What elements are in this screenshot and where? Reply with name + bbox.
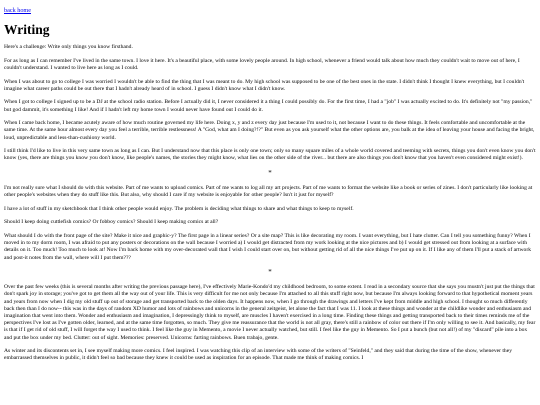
- paragraph: Should I keep doing cuttlefish comics? Or fobboy comics? Should I keep making comics at all?: [4, 219, 219, 226]
- back-home-link[interactable]: back home: [4, 7, 31, 14]
- paragraph: Here's a challenge: Write only things you know firsthand.: [4, 44, 133, 51]
- paragraph: I have a lot of stuff in my sketchbook that I think other people would enjoy. The problem is deciding what things to share and what things to keep to myself.: [4, 205, 354, 212]
- paragraph: What should I do with the front page of the site? Make it nice and graphic-y? The first page in a linear series? Or a site map? This is like decorating my room. I want everything, but I hate clutter. Can I tell you something funny? When I moved in to my dorm room, I was afraid to put any posters or decorations on the wall because I worried a) I would get distracted from my work looking at the nice pictures and b) I would get stressed out from looking at a surface with details on it. Too much! Too much to look at! Now I'm back home with my over-decorated wall that I wish I could start over on, but without getting rid of all the nice things I've put up on it. If I like any of them I'll put a stack of artwork and post-it notes from the wall, where will I put them???: [4, 232, 531, 261]
- paragraph: When I got to college I signed up to be a DJ at the school radio station. Before I actually did it, I never considered it a thing I could possibly do. For the first time, I had a "job" I was actually excited to do. It's definitely not "my passion," but god dammit, it's something I like! And if I hadn't left my home town I would never have found out I could do it.: [4, 99, 533, 113]
- paragraph: For as long as I can remember I've lived in the same town. I love it here. It's a beautiful place, with some lovely people around. In high school, whenever a friend would talk about how much they couldn't wait to move out of here, I couldn't understand. I wanted to live here as long as I could.: [4, 57, 520, 71]
- section-separator: *: [268, 268, 272, 277]
- paragraph: I'm not really sure what I should do with this website. Part of me wants to upload comics. Part of me wants to log all my art projects. Part of me wants to format the website like a book or series of zines. I don't particularly like looking at other people's websites when they do stuff like this. But also, why should I care if my website is enjoyable for other people? Isn't it just for myself?: [4, 184, 533, 199]
- paragraph: I still think I'd like to live in this very same town as long as I can. But I understand now that this place is only one town; only so many square miles of a whole world covered and teeming with secrets, things you don't even know you don't know (yes, there are things you know you don't know, like people's names, the stories they might know, what lies on the other side of the river... but there are also things you don't know that you haven't even considered might exist!).: [4, 148, 536, 162]
- section-separator: *: [268, 168, 272, 177]
- paragraph: When I was about to go to college I was worried I wouldn't be able to find the thing that I was meant to do. My high school was supposed to be one of the best ones in the state. I didn't think I thought I knew everything, but I couldn't imagine what career paths could be out there that I hadn't already heard of in school. I guess I didn't know what I didn't know.: [4, 78, 525, 92]
- paragraph: When I came back home, I became acutely aware of how much routine governed my life here. Doing x, y and z every day just because I'm used to it, not because I want to do these things. It feels comfortable and uncomfortable at the same time. At the same hour almost every day you feel a terrible, terrible restlessness! A "God, what am I doing?!?" But even as you ask yourself what the other options are, you balk at the idea of leaving your house and facing the bright, loud, unpredictable and less-than-cushiony world.: [4, 120, 535, 141]
- paragraph: As winter and its discontents set in, I see myself making more comics. I feel inspired. I was watching this clip of an interview with some of the writers of "Seinfeld," and they said that during the time of the show, whenever they embarrassed themselves in public, it didn't feel so bad because they knew it could be used as inspiration for an episode. That made me think of making comics. I: [4, 348, 512, 362]
- page-title: Writing: [4, 22, 50, 38]
- paragraph: Over the past few weeks (this is several months after writing the previous passage here), I've effectively Marie-Kondo'd my childhood bedroom, to some extent. I read in a secondary source that she says you mustn't just put the things that don't spark joy in storage; you've got to get them all the way out of your life. This is very difficult for me not only because I'm attached to all this stuff right now, but because I'm always looking forward to that hypothetical moment years and years from now when I dig my old stuff up out of storage and get transported back to the olden days. It happens now, when I go through the drawings and letters I've kept from middle and high school. I thought so much differently back then than I do now-- this was in the days of random XD humor and lots of rainbows and unicorns in the general zeitgeist, let alone the fact that I was 11. I look at these things and wonder at the childlike wonder and enthusiasm and imagination that went into them. Wonder and enthusiasm and imagination, I depressingly think to myself, are muscles I haven't exercised in a long time. Finding these things and getting transported back to their times reminds me of the perspectives I've lost as I've gotten older, learned, and at the same time forgotten, so much. They give me reassurance that the world is not all gray, there's still a rainbow of color out there if I'm only willing to see it. And basically, my fear is that if I get rid of old stuff, I will forget the way I used to think. I feel like the guy in Memento, a movie I never actually watched, but still. I feel like the guy in Memento. So I put a bunch (but not all!) of my "discard" pile into a box and put the box under my bed. Clutter: out of sight. Memories: preserved. Unicorns: farting rainbows. Buen trabajo, gente.: [4, 284, 536, 341]
